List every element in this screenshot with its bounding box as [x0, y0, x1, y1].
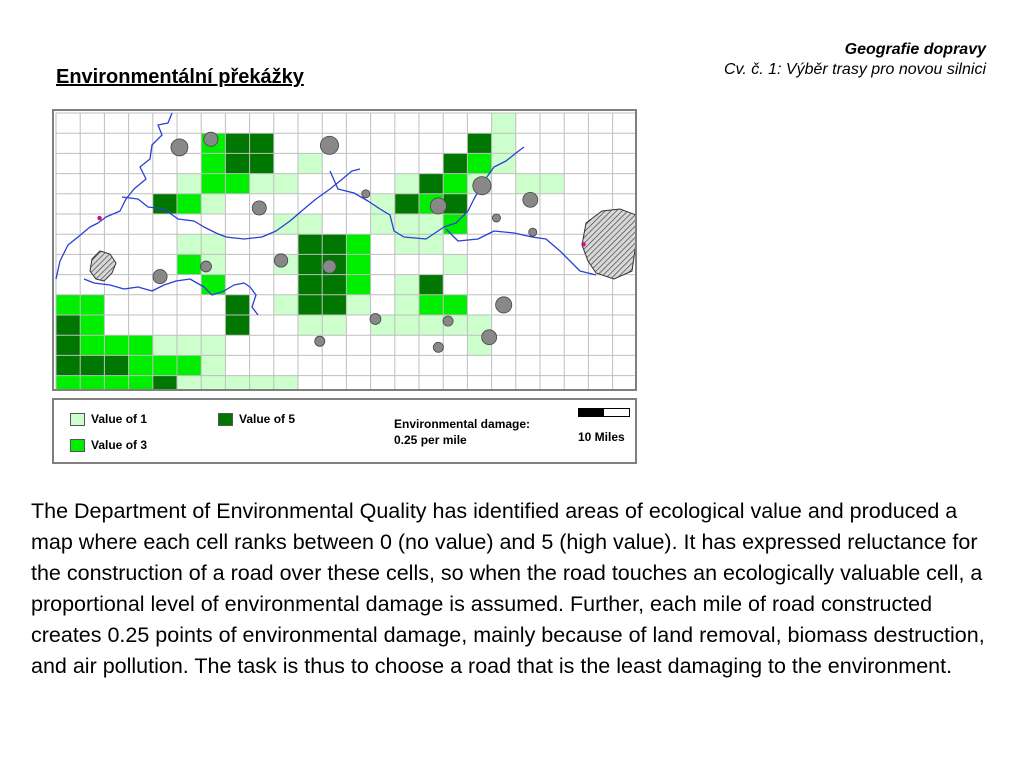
value-cell	[298, 153, 322, 173]
value-cell	[129, 335, 153, 355]
value-cell	[492, 113, 516, 133]
value-cell	[298, 315, 322, 335]
value-cell	[56, 295, 80, 315]
value-cell	[177, 376, 201, 389]
legend-item-value-1	[70, 412, 147, 426]
value-cell	[298, 234, 322, 254]
value-cell	[492, 133, 516, 153]
lake	[443, 316, 453, 326]
town-marker	[97, 216, 101, 220]
value-cell	[80, 295, 104, 315]
value-cell	[346, 275, 370, 295]
value-cell	[80, 315, 104, 335]
value-cell	[419, 295, 443, 315]
map-legend	[52, 398, 637, 464]
value-cell	[250, 174, 274, 194]
lake	[274, 254, 287, 267]
exercise-title: Cv. č. 1: Výběr trasy pro novou silnici	[723, 61, 986, 78]
value-cell	[516, 174, 540, 194]
lake	[362, 190, 370, 198]
town-marker	[581, 242, 585, 246]
value-cell	[443, 153, 467, 173]
value-cell	[467, 133, 491, 153]
value-cell	[395, 315, 419, 335]
page-title: Environmentální překážky	[56, 66, 304, 88]
value-cell	[443, 174, 467, 194]
lake	[252, 201, 266, 215]
value-cell	[419, 315, 443, 335]
value-cell	[56, 335, 80, 355]
value-cell	[153, 194, 177, 214]
map-canvas	[54, 111, 635, 389]
course-title: Geografie dopravy	[844, 41, 986, 58]
value-cell	[225, 133, 249, 153]
value-cell	[419, 275, 443, 295]
value-cell	[80, 355, 104, 375]
legend-label-value-1: Value of 1	[91, 412, 148, 426]
lake	[473, 177, 491, 195]
value-cell	[395, 174, 419, 194]
value-cell	[274, 376, 298, 389]
value-cell	[467, 153, 491, 173]
value-cell	[395, 214, 419, 234]
lake	[492, 214, 500, 222]
legend-label-value-5: Value of 5	[239, 412, 296, 426]
value-cell	[201, 153, 225, 173]
value-cell	[346, 295, 370, 315]
value-cell	[201, 376, 225, 389]
damage-line-2: 0.25 per mile	[394, 433, 467, 447]
value-cell	[395, 295, 419, 315]
legend-damage-note	[394, 416, 530, 448]
value-cell	[225, 376, 249, 389]
value-cell	[395, 194, 419, 214]
value-cell	[298, 214, 322, 234]
lake	[204, 132, 218, 146]
value-cell	[129, 376, 153, 389]
value-cell	[177, 335, 201, 355]
scale-label: 10 Miles	[578, 430, 625, 444]
lake	[430, 198, 446, 214]
legend-swatch-value-3	[70, 439, 85, 452]
legend-label-value-3: Value of 3	[91, 438, 148, 452]
value-cell	[443, 194, 467, 214]
value-cell	[443, 214, 467, 234]
value-cell	[177, 355, 201, 375]
environmental-map	[52, 109, 637, 391]
lake	[320, 136, 338, 154]
value-cell	[419, 234, 443, 254]
lake	[529, 228, 537, 236]
value-cell	[419, 214, 443, 234]
value-cell	[346, 254, 370, 274]
value-cell	[104, 335, 128, 355]
value-cell	[250, 153, 274, 173]
lake	[323, 260, 336, 273]
value-cell	[298, 254, 322, 274]
value-cell	[80, 376, 104, 389]
value-cell	[274, 174, 298, 194]
value-cell	[104, 355, 128, 375]
value-cell	[322, 295, 346, 315]
value-cell	[153, 355, 177, 375]
value-cell	[153, 376, 177, 389]
value-cell	[346, 234, 370, 254]
value-cell	[56, 376, 80, 389]
value-cell	[225, 174, 249, 194]
lake	[496, 297, 512, 313]
value-cell	[540, 174, 564, 194]
legend-swatch-value-5	[218, 413, 233, 426]
value-cell	[395, 275, 419, 295]
damage-line-1: Environmental damage:	[394, 417, 531, 431]
value-cell	[104, 376, 128, 389]
description-paragraph: The Department of Environmental Quality has identified areas of ecological value and produced a map where each cell ranks between 0 (no value) and 5 (high value). It has expressed reluctance for the construction of a road over these cells, so when the road touches an ecologically valuable cell, a proportional level of environmental damage is assumed. Further, each mile of road constructed creates 0.25 points of environmental damage, mainly because of land removal, biomass destruction, and air pollution. The task is thus to choose a road that is the least damaging to the environment.	[31, 499, 985, 678]
value-cell	[177, 194, 201, 214]
value-cell	[225, 315, 249, 335]
value-cell	[56, 355, 80, 375]
value-cell	[225, 153, 249, 173]
lake	[315, 336, 325, 346]
value-cell	[177, 254, 201, 274]
lake	[482, 330, 497, 345]
value-cell	[443, 254, 467, 274]
lake	[523, 192, 538, 207]
value-cell	[250, 133, 274, 153]
lake	[171, 139, 188, 156]
scale-bar	[578, 408, 630, 417]
slide-header	[724, 40, 986, 80]
value-cell	[56, 315, 80, 335]
urban-area-west	[90, 251, 116, 281]
scale-bar-fill	[579, 409, 604, 416]
value-cell	[201, 335, 225, 355]
value-cell	[250, 376, 274, 389]
value-cell	[201, 174, 225, 194]
value-cell	[322, 275, 346, 295]
value-cell	[225, 295, 249, 315]
legend-item-value-3	[70, 438, 147, 452]
value-cell	[298, 295, 322, 315]
value-cell	[443, 295, 467, 315]
value-cell	[201, 234, 225, 254]
value-cell	[201, 355, 225, 375]
lake	[201, 261, 212, 272]
value-cell	[80, 335, 104, 355]
value-cell	[201, 194, 225, 214]
legend-swatch-value-1	[70, 413, 85, 426]
value-cell	[129, 355, 153, 375]
value-cell	[298, 275, 322, 295]
value-cell	[274, 295, 298, 315]
value-cell	[177, 234, 201, 254]
legend-item-value-5	[218, 412, 295, 426]
value-cell	[419, 174, 443, 194]
urban-area-east	[582, 209, 635, 279]
value-cell	[153, 335, 177, 355]
value-cell	[177, 174, 201, 194]
lake	[153, 270, 167, 284]
lake	[433, 342, 443, 352]
lake	[370, 314, 381, 325]
value-cell	[322, 315, 346, 335]
value-cell	[322, 234, 346, 254]
